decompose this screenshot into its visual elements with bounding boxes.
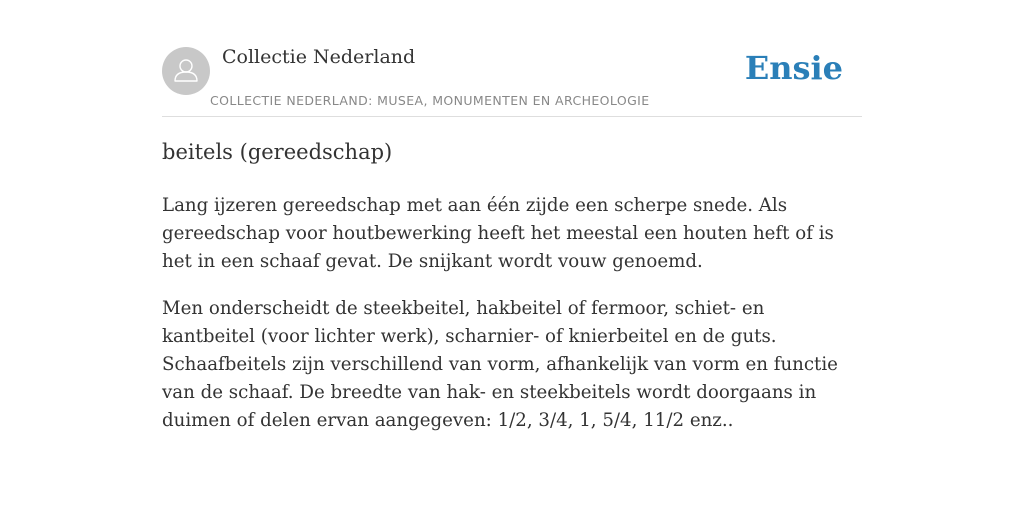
- author-name[interactable]: Collectie Nederland: [222, 46, 416, 68]
- author-subtitle: COLLECTIE NEDERLAND: MUSEA, MONUMENTEN EN ARCHEOLOGIE: [210, 93, 650, 108]
- avatar[interactable]: [162, 47, 210, 95]
- entry-card: [162, 0, 862, 431]
- brand-logo[interactable]: Ensie: [744, 49, 843, 87]
- entry-body: [162, 192, 862, 435]
- user-icon: [162, 47, 210, 95]
- page-title: beitels (gereedschap): [162, 140, 393, 164]
- paragraph: Men onderscheidt de steekbeitel, hakbeitel of fermoor, schiet- en kantbeitel (voor lichter werk), scharnier- of knierbeitel en de guts. Schaafbeitels zijn verschillend van vorm, afhankelijk van vorm en functie van de schaaf. De breedte van hak- en steekbeitels wordt doorgaans in duimen of delen ervan aangegeven: 1/2, 3/4, 1, 5/4, 11/2 enz..: [162, 298, 838, 431]
- paragraph: Lang ijzeren gereedschap met aan één zijde een scherpe snede. Als gereedschap voor houtbewerking heeft het meestal een houten heft of is het in een schaaf gevat. De snijkant wordt vouw genoemd.: [162, 195, 834, 272]
- entry-header: [162, 0, 862, 117]
